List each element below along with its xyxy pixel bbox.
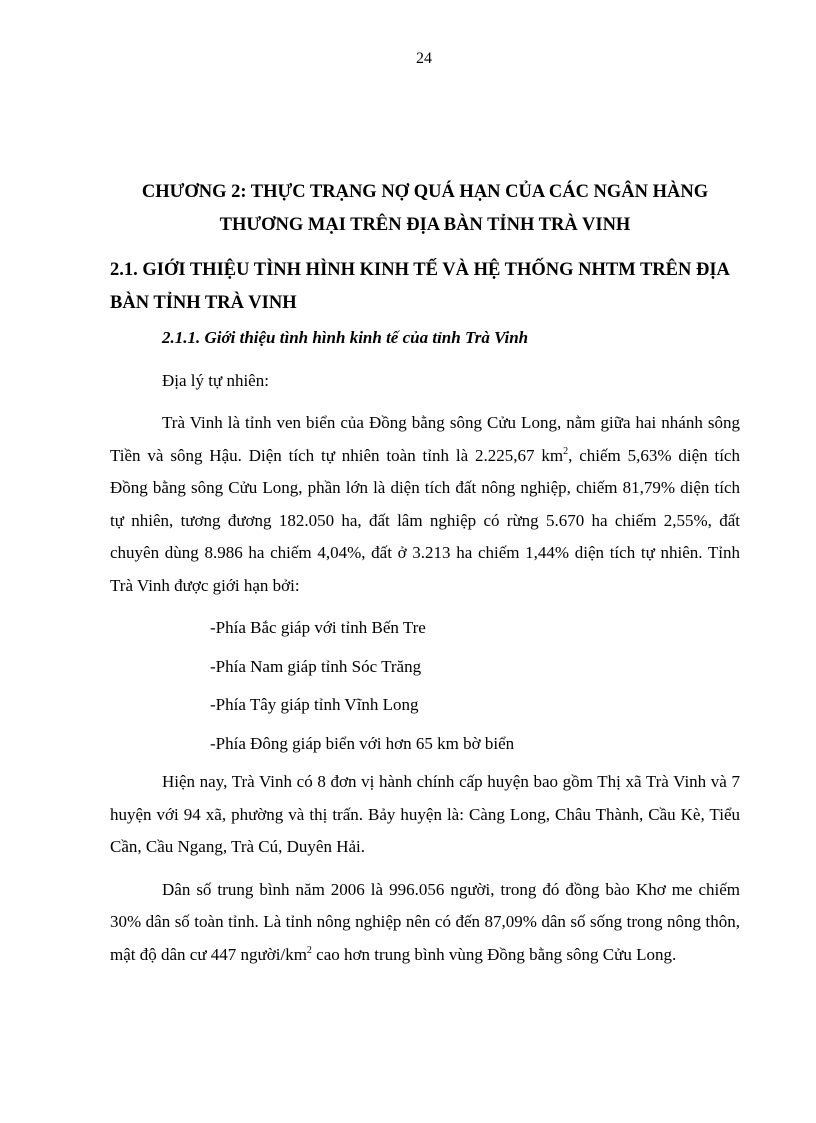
chapter-title-line-2: THƯƠNG MẠI TRÊN ĐỊA BÀN TỈNH TRÀ VINH — [219, 215, 631, 235]
geography-heading: Địa lý tự nhiên: — [162, 370, 269, 390]
page-number: 24 — [416, 50, 432, 67]
chapter-title-line-1: CHƯƠNG 2: THỰC TRẠNG NỢ QUÁ HẠN CỦA CÁC NGÂN HÀNG — [141, 182, 709, 202]
paragraph-1-superscript: 2 — [563, 445, 569, 457]
border-item-east: -Phía Đông giáp biển với hơn 65 km bờ biển — [210, 733, 515, 753]
section-title: 2.1. GIỚI THIỆU TÌNH HÌNH KINH TẾ VÀ HỆ THỐNG NHTM TRÊN ĐỊA BÀN TỈNH TRÀ VINH — [110, 260, 729, 313]
paragraph-3-part-2: cao hơn trung bình vùng Đồng bằng sông Cửu Long. — [311, 944, 677, 964]
paragraph-1-part-2: , chiếm 5,63% diện tích Đồng bằng sông Cửu Long, phần lớn là diện tích đất nông nghiệp, chiếm 81,79% diện tích tự nhiên, tương đương 182.050 ha, đất lâm nghiệp có rừng 5.670 ha chiếm 2,55%, đất chuyên dùng 8.986 ha chiếm 4,04%, đất ở 3.213 ha chiếm 1,44% diện tích tự nhiên. Tỉnh Trà Vinh được giới hạn bởi: — [110, 445, 740, 595]
paragraph-1-part-1: Trà Vinh là tỉnh ven biển của Đồng bằng sông Cửu Long, nằm giữa hai nhánh sông Tiền và sông Hậu. Diện tích tự nhiên toàn tỉnh là 2.225,67 km — [110, 413, 740, 465]
paragraph-3-superscript: 2 — [306, 944, 312, 956]
border-item-west: -Phía Tây giáp tỉnh Vĩnh Long — [210, 695, 419, 714]
border-item-north: -Phía Bắc giáp với tỉnh Bến Tre — [210, 618, 426, 637]
subsection-title: 2.1.1. Giới thiệu tình hình kinh tế của tỉnh Trà Vinh — [162, 328, 529, 347]
body-text — [110, 322, 740, 981]
border-item-south: -Phía Nam giáp tỉnh Sóc Trăng — [210, 656, 422, 676]
chapter-title — [110, 176, 740, 242]
paragraph-3-part-1: Dân số trung bình năm 2006 là 996.056 người, trong đó đồng bào Khơ me chiếm 30% dân số toàn tỉnh. Là tỉnh nông nghiệp nên có đến 87,09% dân số sống trong nông thôn, mật độ dân cư 447 người/km — [110, 879, 740, 964]
paragraph-2: Hiện nay, Trà Vinh có 8 đơn vị hành chính cấp huyện bao gồm Thị xã Trà Vinh và 7 huyện với 94 xã, phường và thị trấn. Bảy huyện là: Càng Long, Châu Thành, Cầu Kè, Tiểu Cần, Cầu Ngang, Trà Cú, Duyên Hải. — [110, 772, 740, 856]
paragraph-3 — [110, 874, 740, 972]
paragraph-1 — [110, 407, 740, 602]
